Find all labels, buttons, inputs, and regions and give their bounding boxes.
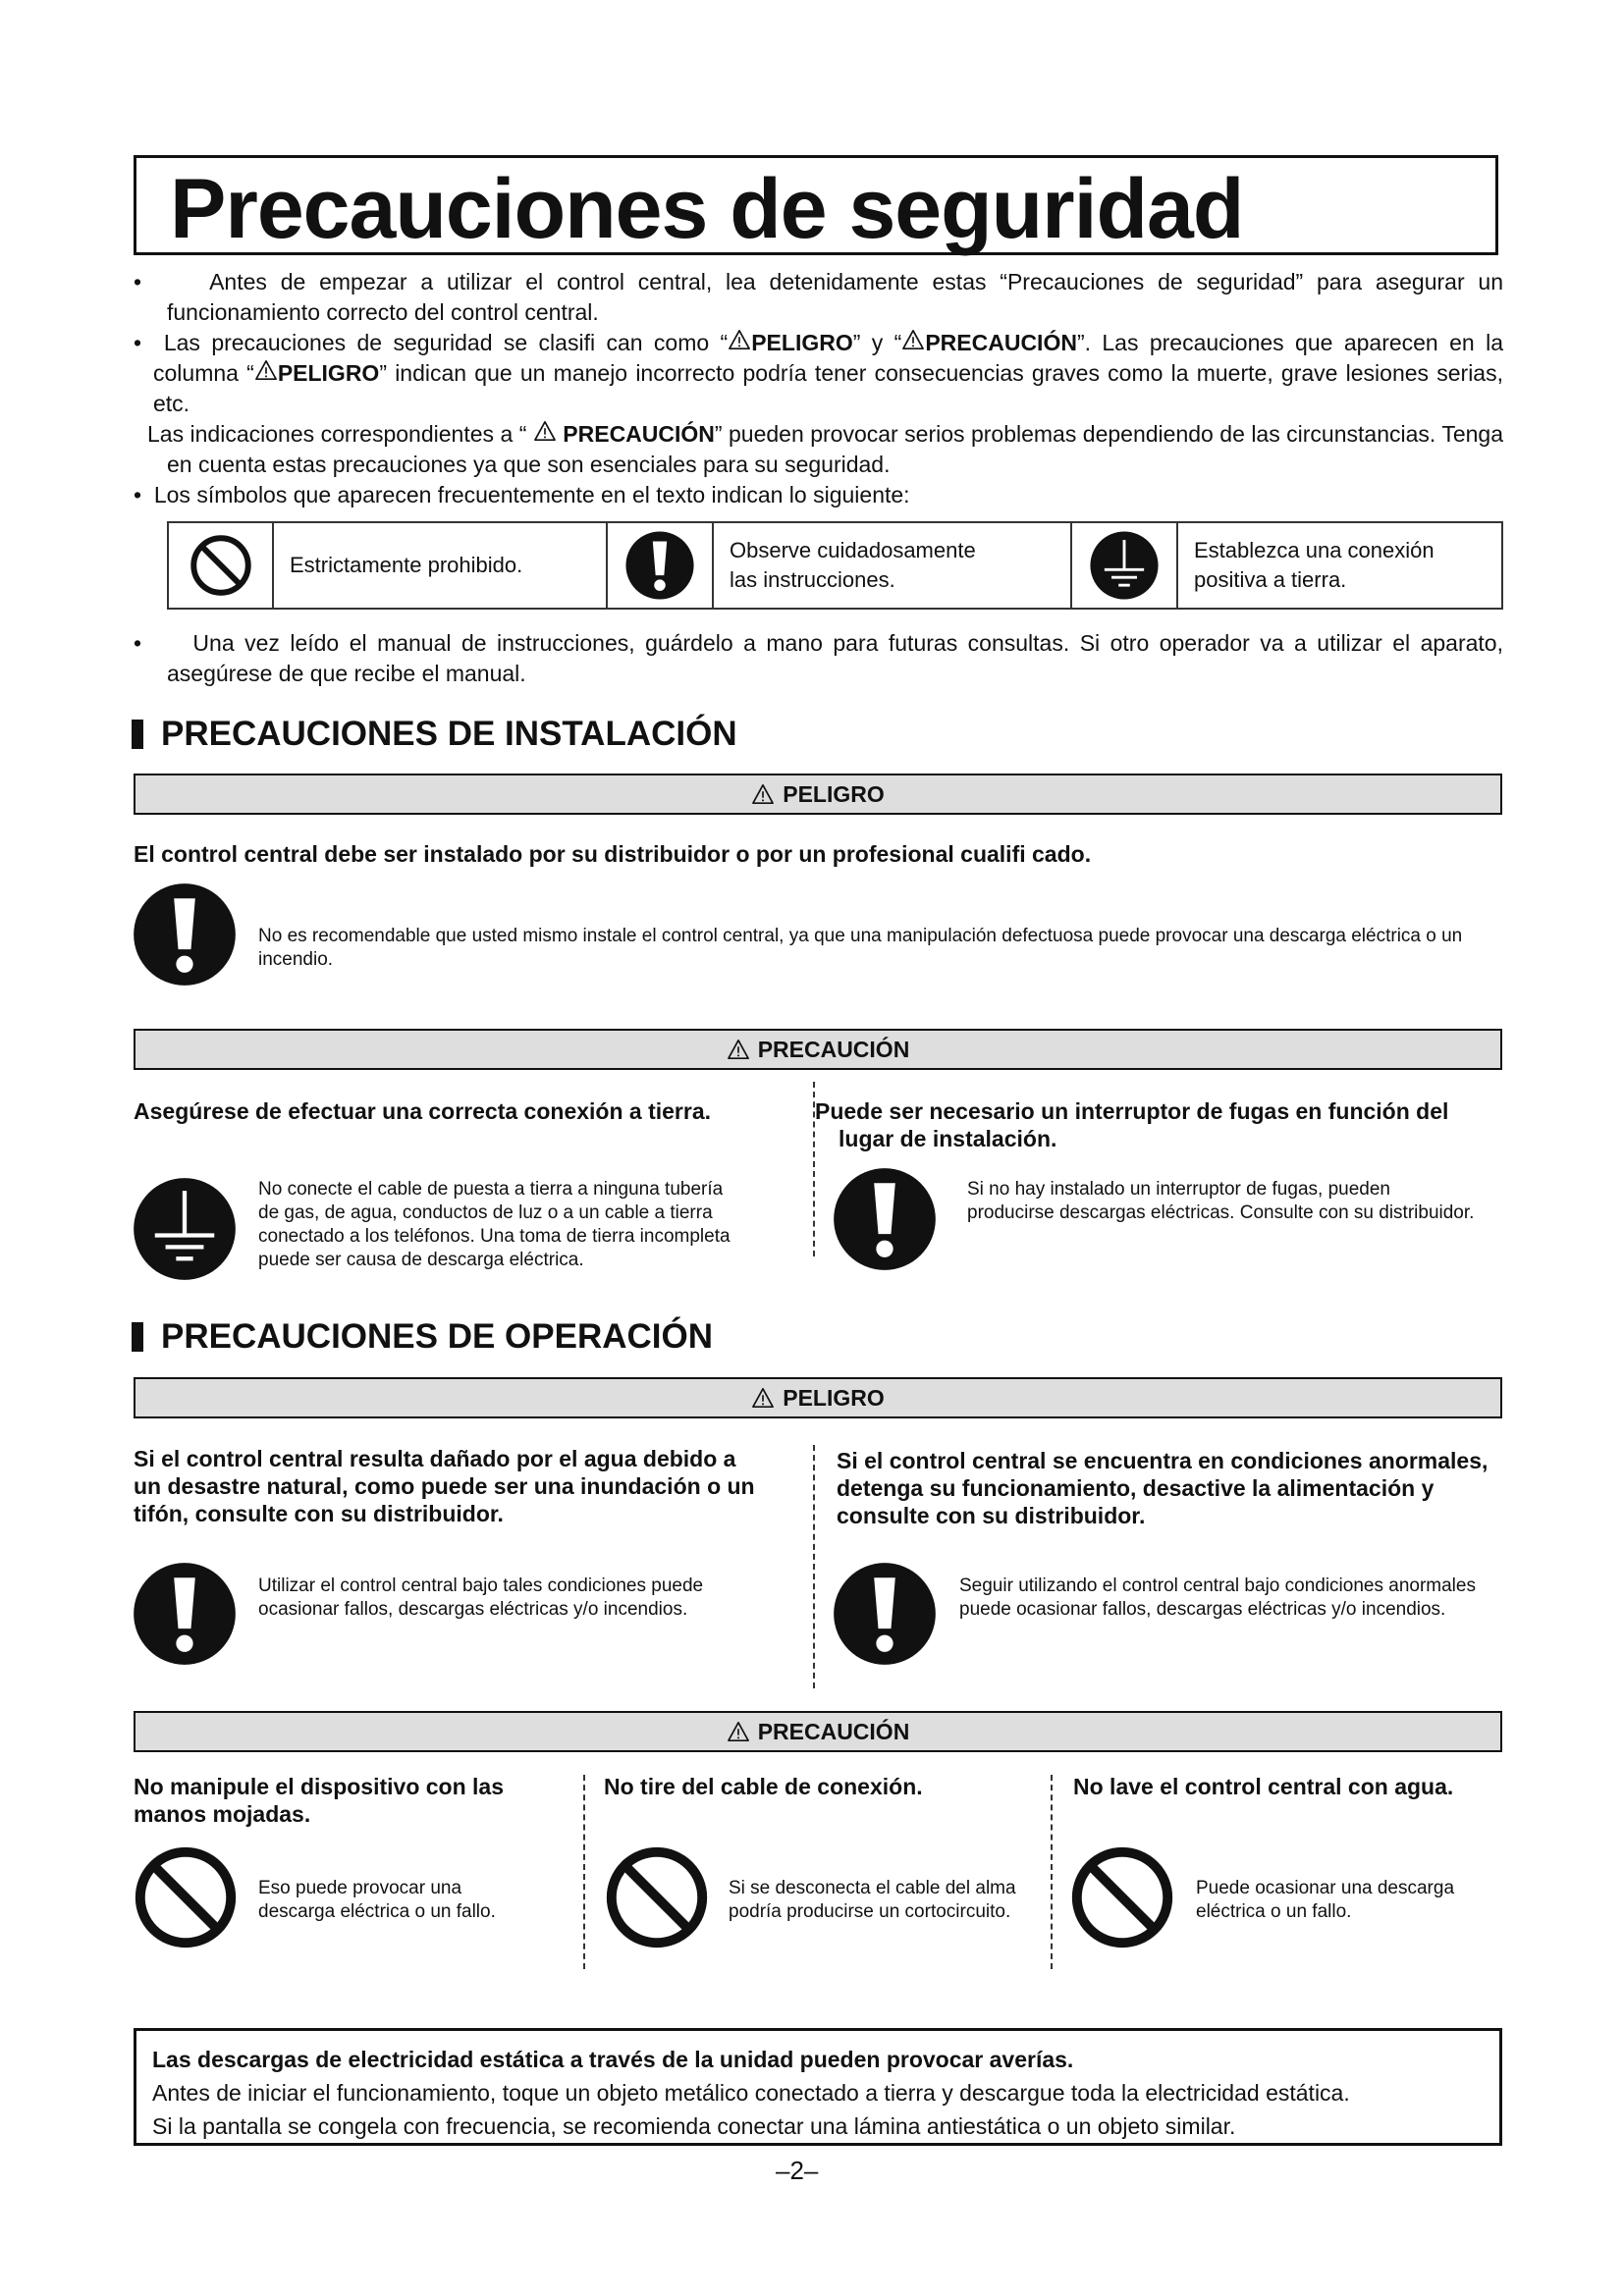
column-divider bbox=[813, 1445, 815, 1688]
operation-danger-left-title: Si el control central resulta dañado por el agua debido a un desastre natural, como puede ser una inundación o un tifón, consulte con su distribuidor. bbox=[134, 1446, 755, 1526]
ground-icon bbox=[132, 1176, 238, 1282]
prohibited-label: Estrictamente prohibido. bbox=[290, 553, 523, 577]
symbols-cell-icon bbox=[169, 523, 274, 608]
installation-caution-band bbox=[134, 1029, 1502, 1070]
heading-bar bbox=[132, 720, 143, 749]
heading-bar bbox=[132, 1322, 143, 1352]
caution-2-title: No tire del cable de conexión. bbox=[604, 1774, 923, 1799]
column-divider bbox=[583, 1775, 585, 1969]
warning-icon bbox=[751, 1387, 775, 1409]
intro-text-2c: ”. Las precauciones que aparecen en la columna “ bbox=[153, 330, 1503, 386]
intro-bullet-4 bbox=[134, 480, 1503, 510]
prohibited-icon bbox=[603, 1843, 711, 1951]
installation-heading-text: PRECAUCIONES DE INSTALACIÓN bbox=[161, 715, 737, 753]
symbols-table bbox=[167, 521, 1503, 610]
danger-label: PELIGRO bbox=[783, 1384, 885, 1411]
operation-danger-left-text: Utilizar el control central bajo tales condiciones puede ocasionar fallos, descargas eléctricas y/o incendios. bbox=[258, 1575, 704, 1620]
bullet: • bbox=[134, 330, 142, 355]
installation-danger-text: No es recomendable que usted mismo instale el control central, ya que una manipulación defectuosa puede provocar una descarga eléctrica o un incendio. bbox=[258, 926, 1463, 970]
intro-text-2a: Las precauciones de seguridad se clasifi can como “ bbox=[163, 330, 729, 355]
symbols-cell-icon bbox=[608, 523, 714, 608]
warning-icon bbox=[901, 329, 925, 350]
danger-label: PELIGRO bbox=[783, 780, 885, 807]
installation-danger-band bbox=[134, 774, 1502, 815]
notice-title: Las descargas de electricidad estática a través de la unidad pueden provocar averías. bbox=[152, 2047, 1074, 2072]
ground-line-1: Establezca una conexión bbox=[1194, 538, 1435, 562]
intro-text-3b: ” pueden provocar serios problemas dependiendo de las circunstancias. Tenga en cuenta estas precauciones ya que son esenciales para su seguridad. bbox=[167, 421, 1503, 477]
caution-right-title: Puede ser necesario un interruptor de fugas en función del lugar de instalación. bbox=[815, 1098, 1449, 1151]
caution-right-text: Si no hay instalado un interruptor de fugas, pueden producirse descargas eléctricas. Consulte con su distribuidor. bbox=[967, 1179, 1475, 1223]
installation-heading bbox=[132, 715, 737, 754]
exclamation-icon bbox=[624, 530, 695, 601]
page-title: Precauciones de seguridad bbox=[170, 162, 1244, 256]
peligro-label: PELIGRO bbox=[751, 330, 853, 355]
title-box bbox=[134, 155, 1498, 255]
symbols-cell-prohibited bbox=[274, 523, 608, 608]
precaucion-label: PRECAUCIÓN bbox=[563, 421, 715, 447]
observe-line-1: Observe cuidadosamente bbox=[730, 538, 976, 562]
operation-danger-band bbox=[134, 1377, 1502, 1418]
intro-text-2b: ” y “ bbox=[852, 330, 902, 355]
warning-icon bbox=[254, 359, 278, 381]
symbols-cell-observe bbox=[714, 523, 1072, 608]
operation-heading bbox=[132, 1317, 713, 1357]
caution-left-title: Asegúrese de efectuar una correcta conexión a tierra. bbox=[134, 1098, 712, 1124]
installation-danger-title: El control central debe ser instalado por su distribuidor o por un profesional cualifi cado. bbox=[134, 841, 1092, 867]
caution-1-title: No manipule el dispositivo con las manos mojadas. bbox=[134, 1774, 505, 1827]
precaucion-label: PRECAUCIÓN bbox=[925, 330, 1077, 355]
exclamation-icon bbox=[132, 1561, 238, 1667]
caution-2-text: Si se desconecta el cable del alma podría producirse un cortocircuito. bbox=[729, 1878, 1016, 1922]
intro-text-1: Antes de empezar a utilizar el control central, lea detenidamente estas “Precauciones de seguridad” para asegurar un funcionamiento correcto del control central. bbox=[167, 269, 1503, 325]
after-table-bullet bbox=[134, 628, 1503, 689]
intro-text-4: Los símbolos que aparecen frecuentemente en el texto indican lo siguiente: bbox=[153, 482, 910, 507]
notice-line-1: Antes de iniciar el funcionamiento, toque un objeto metálico conectado a tierra y descargue toda la electricidad estática. bbox=[152, 2080, 1350, 2106]
bullet: • bbox=[134, 482, 142, 507]
intro-bullet-2 bbox=[134, 328, 1503, 419]
caution-label: PRECAUCIÓN bbox=[757, 1036, 910, 1062]
ground-line-2: positiva a tierra. bbox=[1194, 567, 1347, 592]
prohibited-icon bbox=[189, 533, 253, 598]
bullet: • bbox=[134, 269, 142, 294]
warning-icon bbox=[533, 420, 557, 442]
caution-label: PRECAUCIÓN bbox=[757, 1718, 910, 1744]
page-number: –2– bbox=[776, 2156, 819, 2185]
symbols-cell-icon bbox=[1072, 523, 1178, 608]
exclamation-icon bbox=[832, 1561, 938, 1667]
symbols-cell-ground bbox=[1178, 523, 1501, 608]
intro-text-2d: ” indican que un manejo incorrecto podría tener consecuencias graves como la muerte, grave lesiones serias, etc. bbox=[153, 360, 1503, 416]
prohibited-icon bbox=[132, 1843, 240, 1951]
intro-bullet-1 bbox=[134, 267, 1503, 328]
operation-heading-text: PRECAUCIONES DE OPERACIÓN bbox=[161, 1317, 714, 1356]
intro-text-3a: Las indicaciones correspondientes a “ bbox=[147, 421, 527, 447]
caution-3-title: No lave el control central con agua. bbox=[1073, 1774, 1454, 1799]
observe-line-2: las instrucciones. bbox=[730, 567, 895, 592]
peligro-label: PELIGRO bbox=[277, 360, 380, 386]
warning-icon bbox=[727, 1721, 750, 1742]
warning-icon bbox=[728, 329, 751, 350]
operation-danger-right-text: Seguir utilizando el control central bajo condiciones anormales puede ocasionar fallos, descargas eléctricas y/o incendios. bbox=[959, 1575, 1476, 1620]
intro bbox=[134, 267, 1503, 510]
exclamation-icon bbox=[132, 881, 238, 988]
exclamation-icon bbox=[832, 1166, 938, 1272]
after-table-text: Una vez leído el manual de instrucciones, guárdelo a mano para futuras consultas. Si otro operador va a utilizar el aparato, asegúrese de que recibe el manual. bbox=[167, 630, 1503, 686]
after-table-note bbox=[134, 628, 1503, 689]
static-notice-box bbox=[134, 2028, 1502, 2146]
operation-danger-right-title: Si el control central se encuentra en condiciones anormales, detenga su funcionamiento, desactive la alimentación y consulte con su distribuidor. bbox=[837, 1448, 1489, 1528]
caution-1-text: Eso puede provocar una descarga eléctrica o un fallo. bbox=[258, 1878, 496, 1922]
intro-paragraph-3 bbox=[134, 419, 1503, 480]
caution-3-text: Puede ocasionar una descarga eléctrica o un fallo. bbox=[1196, 1878, 1455, 1922]
operation-caution-band bbox=[134, 1711, 1502, 1752]
notice-line-2: Si la pantalla se congela con frecuencia, se recomienda conectar una lámina antiestática o un objeto similar. bbox=[152, 2113, 1236, 2139]
column-divider bbox=[1051, 1775, 1053, 1969]
bullet: • bbox=[134, 630, 142, 656]
warning-icon bbox=[727, 1039, 750, 1060]
prohibited-icon bbox=[1068, 1843, 1176, 1951]
caution-left-text: No conecte el cable de puesta a tierra a ninguna tubería de gas, de agua, conductos de luz o a un cable a tierra conectado a los teléfonos. Una toma de tierra incompleta puede ser causa de descarga eléctrica. bbox=[258, 1179, 731, 1270]
warning-icon bbox=[751, 783, 775, 805]
ground-icon bbox=[1089, 530, 1160, 601]
